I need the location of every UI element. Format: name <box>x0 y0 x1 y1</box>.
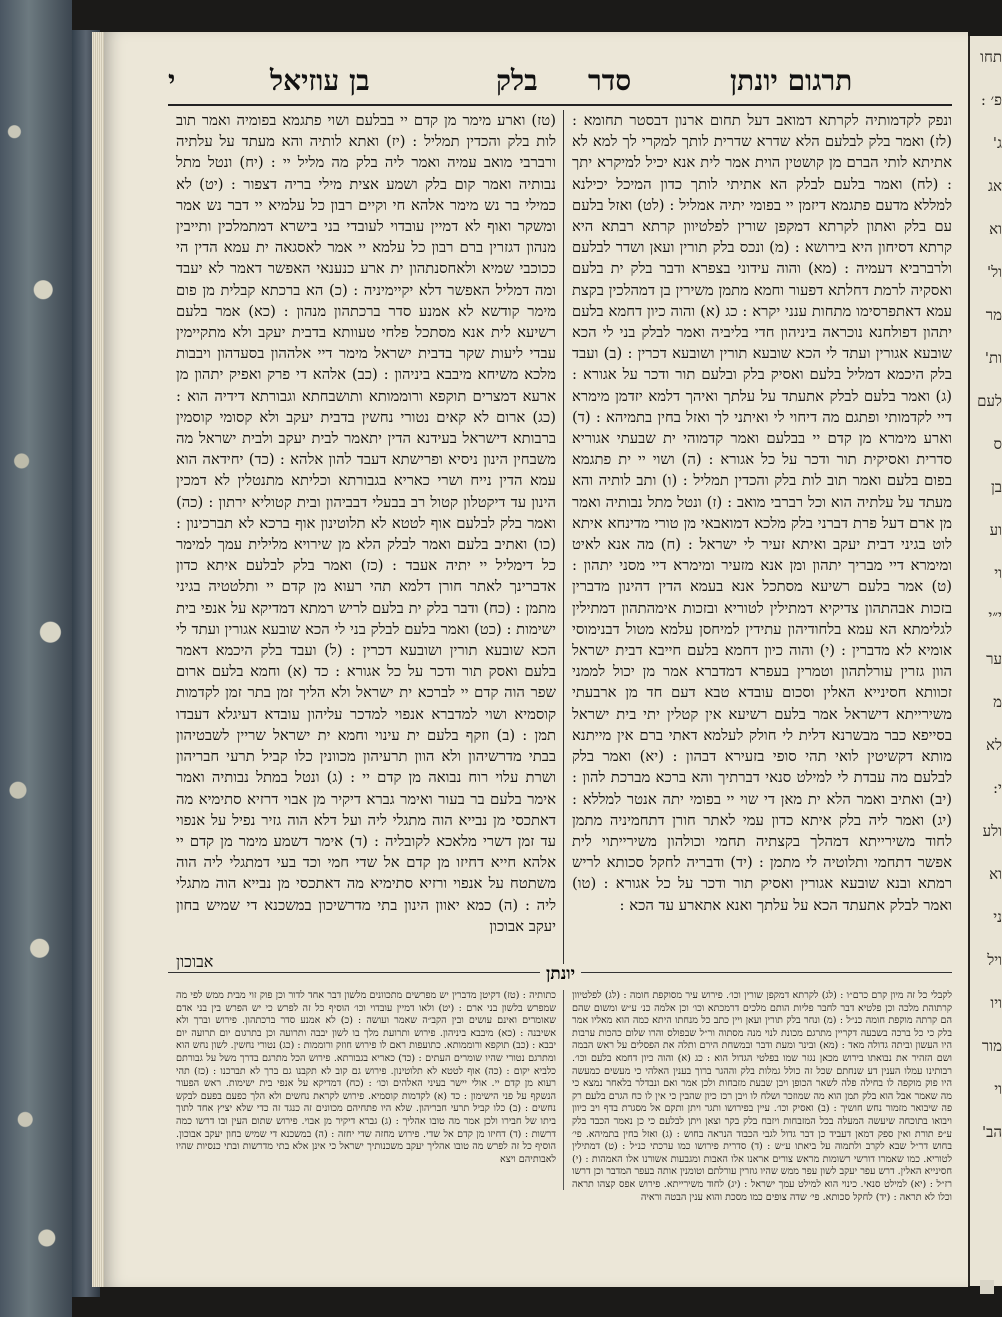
adjacent-page-fragment: ס <box>993 435 1002 453</box>
adjacent-page-fragment: ויל <box>987 951 1002 969</box>
adjacent-page-fragment: וא <box>989 865 1002 883</box>
adjacent-page-fragment: וי <box>994 1080 1002 1098</box>
targum-left-column: (טז) וארע מימר מן קדם יי בבלעם ושוי פתגמא בפומיה ואמר תוב לות בלק והכדין תמליל : (יז) ואתא לותיה והא מעתד על עלתיה ורברבי מואב עמיה ואמר ליה בלק מה מליל יי : (יח) ונטל מתל נבותיה ואמר קום בלק ושמע אצית מילי בריה דצפור : (יט) לא כמילי בר נש מימר אלהא חי וקיים רבון כל עלמיא יי דבר נש אמר ומשקר ואוף לא דמיין עובדוי לעובדי בני בישרא דמתמלכין ותייבין מנהון דגזרין ברם רבון כל עלמא יי אמר לאסגאה ית עמא הדין הי ככוכבי שמיא ולאחסנתהון ית ארע כנענאי האפשר דאמר לא יעבד ומה דמליל האפשר דלא יקיימיניה : (כ) הא ברכתא קבלית מן פום מימר קודשא לא אמנע סדר ברכתהון מנהון : (כא) אמר בלעם רשיעא לית אנא מסתכל פלחי טעוותא בדבית יעקב ולא מתקיימין עבדי ליעות שקר בדבית ישראל מימר דיי אלההון בסעדהון ויבבות מלכא משיחא מיבבא ביניהון : (כב) אלהא די פרק ואפיק יתהון מן ארעא דמצרים תוקפא ורוממותא ותושבחתא וגבורתא דידיה הוא : (כג) ארום לא קאים נטורי נחשין בדבית יעקב ולא קסומי קוסמין ברבותא דישראל בעידנא הדין יתאמר לבית יעקב ולבית ישראל מה משבחין הינון ניסיא ופרישתא דעבד להון אלהא : (כד) יחידאה הוא עמא הדין נייח ושרי כאריא בגבורתא וכליתא מתנטלין לא דמכין הינון עד דיקטלון קטול רב בבעלי דבביהון ובית קטוליא ירתון : (כה) ואמר בלק לבלעם אוף לטטא לא תלוטינון אוף ברכא לא תברכינון : (כו) ואתיב בלעם ואמר לבלק הלא מן שירויא מלילית עמך למימר כל דימליל יי יתיה אעבד : (כז) ואמר בלק לבלעם איתא כדון אדברינך לאתר חורן דלמא תהי רעוא מן קדם יי ותלטטיה בגיני מתמן : (כח) ודבר בלק ית בלעם לריש רמתא דמדיקא על אנפי בית ישימות : (כט) ואמר בלעם לבלק בני לי הכא שובעא אגורין ועתד לי הכא שובעא תורין ושובעא דכרין : (ל) ועבד בלק היכמא דאמר בלעם ואסק תור ודכר על כל אגורא : כד (א) וחמא בלעם ארום שפר הוה קדם יי לברכא ית ישראל ולא הליך זמן בתר זמן לקדמות קוסמיא ושוי למדברא אנפוי למדכר עליהון עובדא דעיגלא דעבדו תמן : (ב) וזקף בלעם ית עינוי וחמא ית ישראל שריין לשבטיהון בבתי מדרשיהון ולא הוון תרעיהון מכוונין כלו קביל תרעי חבריהון ושרת עלוי רוח נבואה מן קדם יי : (ג) ונטל במתל נבותיה ואמר אימר בלעם בר בעור ואימר גברא דיקיר מן אבוי דרזיא סתימיא מה דאתכסי מן נבייא הוה מתגלי ליה ועל דלא הוה גזיר נפיל על אנפוי עד זמן דשרי מלאכא לקובליה : (ד) אימר דשמע מימר מן קדם יי אלהא חייא דחיזו מן קדם אל שדי חמי וכד בעי דמתגלי ליה הוה משתטח על אנפוי ורזיא סתימיא מה דאתכסי מן נבייא הוה מתגלי ליה : (ה) כמא יאוון הינון בתי מדרשיכון במשכנא די שמיש בחון יעקב אבוכון <box>176 112 556 935</box>
column-end-word: אבוכון <box>176 952 214 971</box>
header-right-title: תרגום יונתן <box>730 64 853 97</box>
corner-mark <box>980 1280 994 1294</box>
adjacent-page-fragment: ות' <box>984 349 1002 367</box>
adjacent-page-fragment: תחו <box>980 48 1002 66</box>
page-number: י <box>168 64 176 97</box>
header-rule <box>168 104 952 106</box>
adjacent-page-fragment: ויו <box>990 994 1002 1012</box>
adjacent-page-fragment: מ <box>993 693 1002 711</box>
column-divider <box>563 110 564 972</box>
commentary-left-column: כתותיה : (טז) דקיטן מדברין יש מפרשים מתכוונים מלשון דבר אחד לדור וכן פוק זוי מבית ממש לפי מה שמפרש בלשון בני ארם : (יט) ולאו דמיין עובדוי וכו׳ הוסיף כל זה לפרש כי יש הפרש בין בני אדם שאומרים ואינם עושים ובין הקב״ה שאמר ועושה : (כ) לא אמנע סדר ברכתהון. פירוש וברך ולא אשיבנה : (כא) מיבבא ביניהון. פירוש ותרועת מלך בו לשון יבבה ותרועה וכן בתרגום יום תרועה יום יבבא : (כב) תוקפא ורוממותא. כתועפות ראם לו פירוש חוזק ורוממות : (כג) נטורי נחשין. לשון נחש הוא ומתרגם נטורי שהיו שומרים העתים : (כד) כאריא בגבורתא. פירוש הכל מתרגם בדרך משל על גבורתם כלביא יקום : (כה) אוף לטטא לא תלוטינון. פירוש גם קוב לא תקבנו גם ברך לא תברכנו : (כז) תהי רעוא מן קדם יי. אולי יישר בעיני האלהים וכו׳ : (כח) דמדיקא על אנפי בית ישימות. ראש הפעור הנשקף על פני הישימון : כד (א) לקדמות קוסמיא. פירוש לקראת נחשים ולא הלך כפעם בפעם לבקש נחשים : (ב) כלו קביל תרעי חבריהון. שלא היו פתחיהם מכוונים זה כנגד זה כדי שלא יציץ אחד לתוך ביתו של חבירו ולכן אמר מה טובו אהליך : (ג) גברא דיקיר מן אבוי. פירוש שתום העין ובו דרשו כמה דרשות : (ד) דחיזו מן קדם אל שדי. פירוש מחזה שדי יחזה : (ה) במשכנא די שמיש בחון יעקב אבוכון. הוסיף כל זה לפרש מה טובו אהליך יעקב משכנותיך ישראל כי אינן אלא בתי מדרשות ובתי כנסיות שהיו לאבותיהם ויצא <box>176 990 557 1165</box>
targum-right-column: ונפק לקדמותיה לקרתא דמואב דעל תחום ארנון דבסטר תחומא : (לז) ואמר בלק לבלעם הלא שדרא שדרית לותך למקרי לך למא לא אתיתא לותי הברם מן קושטין הוית אמר לית אנא יכיל למיקרא יתך : (לח) ואמר בלעם לבלק הא אתיתי לותך כדון המיכל יכילנא למללא מדעם פתגמא דיזמן יי בפומי יתיה אמליל : (לט) ואזל בלעם עם בלק ואתון לקרתא דמקפן שורין לפלטיוון קרתא רבתא היא קרתא דסיחון היא בירושא : (מ) ונכס בלק תורין ועאן ושדר לבלעם ולרברביא דעמיה : (מא) והוה עידוני בצפרא ודבר בלק ית בלעם ואסקיה לרמת דחלתא דפעור וחמא מתמן משירין בן דמהלכין בקצת עמא דאתפרסימו מתחות ענני יקרא : כג (א) והוה כיון דחמא בלעם יתהון דפולחנא נוכראה ביניהון חדי בליביה ואמר לבלק בני לי הכא שובעא אגורין ועתד לי הכא שובעא תורין ושובעא דכרין : (ב) ועבד בלק היכמא דמליל בלעם ואסיק בלק ובלעם תור ודכר על אגורא : (ג) ואמר בלעם לבלק אתעתד על עלתך ואיהך דלמא יזדמן מימרא דיי לקדמותי ופתגם מה דיחוי לי ואיתני לך ואזל בחין בתמיהא : (ד) וארע מימרא מן קדם יי בבלעם ואמר קדמוהי ית שבעתי אגוריא סדרית ואסיקית תור ודכר על כל אגורא : (ה) ושוי יי ית פתגמא בפום בלעם ואמר תוב לות בלק והכדין תמליל : (ו) ותב לותיה והא מעתד על עלתיה הוא וכל רברבי מואב : (ז) ונטל מתל נבותיה ואמר מן ארם דעל פרת דברני בלק מלכא דמואבאי מן טורי מדינחא איתא לוט בגיני דבית יעקב ואיתא זעיר לי ישראל : (ח) מה אנא לאיט ומימרא דיי מבריך יתהון ומן אנא מזעיר ומימרא דיי מסני יתהון : (ט) אמר בלעם רשיעא מסתכל אנא בעמא הדין דהינון מדברין בזכות אבהתהון צדיקיא דמתילין לטוריא ובזכות אימהתהון דמתילין לגלימתא הא עמא בלחודיהון עתידין למיחסן עלמא מטול דבנימוסי אומיא לא מדברין : (י) והוה כיון דחמא בלעם חייבא דבית ישראל הוון גזרין עורלתהון וטמרין בעפרא דמדברא אמר מן יכול לממני זכוותא חסינייא האלין וסכום עובדא טבא דעם חד מן ארבעתי משירייתא דישראל אמר בלעם רשיעא אין קטלין יתי בית ישראל בסייפא כבר מבשרנא דלית לי חולק לעלמא דאתי ברם אין מייתנא מותא דקשיטין לואי תהי סופי בזעירא דבהון : (יא) ואמר בלק לבלעם מה עבדת לי למילט סנאי דברתיך והא ברכא מברכת להון : (יב) ואתיב ואמר הלא ית מאן די שוי יי בפומי יתה אנטר למללא : (יג) ואמר ליה בלק איתא כדון עמי לאתר חורן דתחמיניה מתמן לחוד משירייתא דמהלך בקצתיה תחמי וכולהון משירייתוי לית אפשר דתחמי ותלוטיה לי מתמן : (יד) ודבריה לחקל סכותא לריש רמתא ובנא שובעא אגורין ואסיק תור ודכר על כל אגורא : (טו) ואמר לבלק אתעתד הכא על עלתך ואנא אתארע עד הכא : <box>572 112 952 914</box>
adjacent-page-fragments <box>970 36 1002 1154</box>
adjacent-page-fragment: י: <box>993 779 1002 797</box>
adjacent-page-fragment: ער <box>986 650 1002 668</box>
commentary-divider <box>563 990 564 1190</box>
adjacent-page-fragment: ולע <box>982 822 1002 840</box>
adjacent-page-fragment: פ׳ : <box>980 91 1002 109</box>
adjacent-page-fragment: וע <box>989 521 1002 539</box>
header-left-title: בן עוזיאל <box>270 64 370 97</box>
marbled-book-cover <box>0 0 72 1317</box>
adjacent-page-fragment: לעם <box>977 392 1002 410</box>
adjacent-page-edge <box>968 36 1002 1286</box>
adjacent-page-fragment: אג <box>988 177 1002 195</box>
adjacent-page-fragment: ג' <box>992 134 1002 152</box>
adjacent-page-fragment: וי <box>994 564 1002 582</box>
adjacent-page-fragment: ול' <box>987 263 1002 281</box>
adjacent-page-fragment: לא <box>985 736 1002 754</box>
adjacent-page-fragment: ני <box>993 908 1002 926</box>
adjacent-page-fragment: מור <box>981 1037 1002 1055</box>
page-edges <box>92 32 104 1287</box>
adjacent-page-fragment: בן <box>990 478 1002 496</box>
header-seder-label: סדר <box>588 64 632 97</box>
header-parsha-name: בלק <box>496 64 538 97</box>
adjacent-page-fragment: מר <box>985 306 1002 324</box>
adjacent-page-fragment: י״י <box>988 607 1002 625</box>
adjacent-page-fragment: וא <box>989 220 1002 238</box>
commentary-title: יונתן <box>540 964 581 984</box>
commentary-right-column: לקבלי כל זה מיון קרם כרם״ו : (לג) לקרתא דמקפן שורין וכו׳. פירוש עיר מסוקפת חומה : (לג) לפלטיוון קרתוהת מלכה וכן פלטיא דבר לחבר פליות הותם מלכים דרמכתא וכו׳ וכן אלמה כנ׳ ע״ש ומשום שהם הם קרתה מוקפת חומה כנ״ל : (מ) ונחר בלק תורין ועאן ויין כתב כל מנחתו היתא כמה הוא מאליו אמר בלק כי כל ברכה בשבעה דקריין מתרגם מכונת לנוי מנה מסתוה ור״ל שבפולס והרו שלום כהכות ערבות היו העשון וביתה גדולה מאד : (מא) ובינר ומעת ודבר ובמשחת הירם ותלה את הפסלים על ראש הבמה ושם הזהיר את נבואתו בירוש מכאן נגזר שמו בפלטי הגדול הוא : כג (א) והוה כיון דחמא בלעם וכו׳. רבותינו עמלו הענין דע שנחתם שכל זה כולל גמלות בלק וההגר ברוך בענין האלהי כי מעשים כמעשה היו פוק מוקפה לו בחילה פלה לשאר הכופן ויבן שבעת מזבחות ולכן אמר ואם ונבדלר בלאחר נמצא כי מה שאמר אבל הוא בלק תמן הוא מה שמוזכר ושלח לו ויבן רכז כיון שהבין כי אין לו כח הגרם בלעם רק פה שיבואר מזמור נחש חושיך : (ב) ואסיק וכו׳. עיין בפירושו ותגר ויתן ותקם אל מסגרת בדף ויב כיוון ויבואו בתוכחה שיעשה המעלה בכל המזבחות ויזבח בלק בקר וצאן ויתן לבלעם כי כן נאמר הכבד בלק ע״פ תורת ואין ספק דמאן דעביד כן דבר גדול לגבי הכבוד הנראה בחוש : (ג) ואזל בחין בתמיהא. פי׳ בחוש דר״ל שבא לקרב ולתמוה על ביאתו ע״ש : (ד) סדרית פירושו כמו ערכתי כנ״ל : (ט) דמתילין לטוריא. כמו שאמרו דורשי רשומות מראש צורים אראנו אלו האבות ומגבעות אשורנו אלו האמהות : (י) חסינייא האלין. דרש עפר יעקב לשון עפר ממש שהיו גוזרין עורלתם וטומנין אותה בעפר המדבר וכן דרשו רז״ל : (יא) למילט סנאי. כינוי הוא למילט עמך ישראל : (יג) לחוד משירייתא. פירוש אפס קצהו תראה וכלו לא תראה : (יד) לחקל סכותא. פי׳ שדה צופים כמו מסכת והוא ענין הבטה וראיה <box>572 990 952 1203</box>
adjacent-page-fragment: הב' <box>982 1123 1002 1141</box>
